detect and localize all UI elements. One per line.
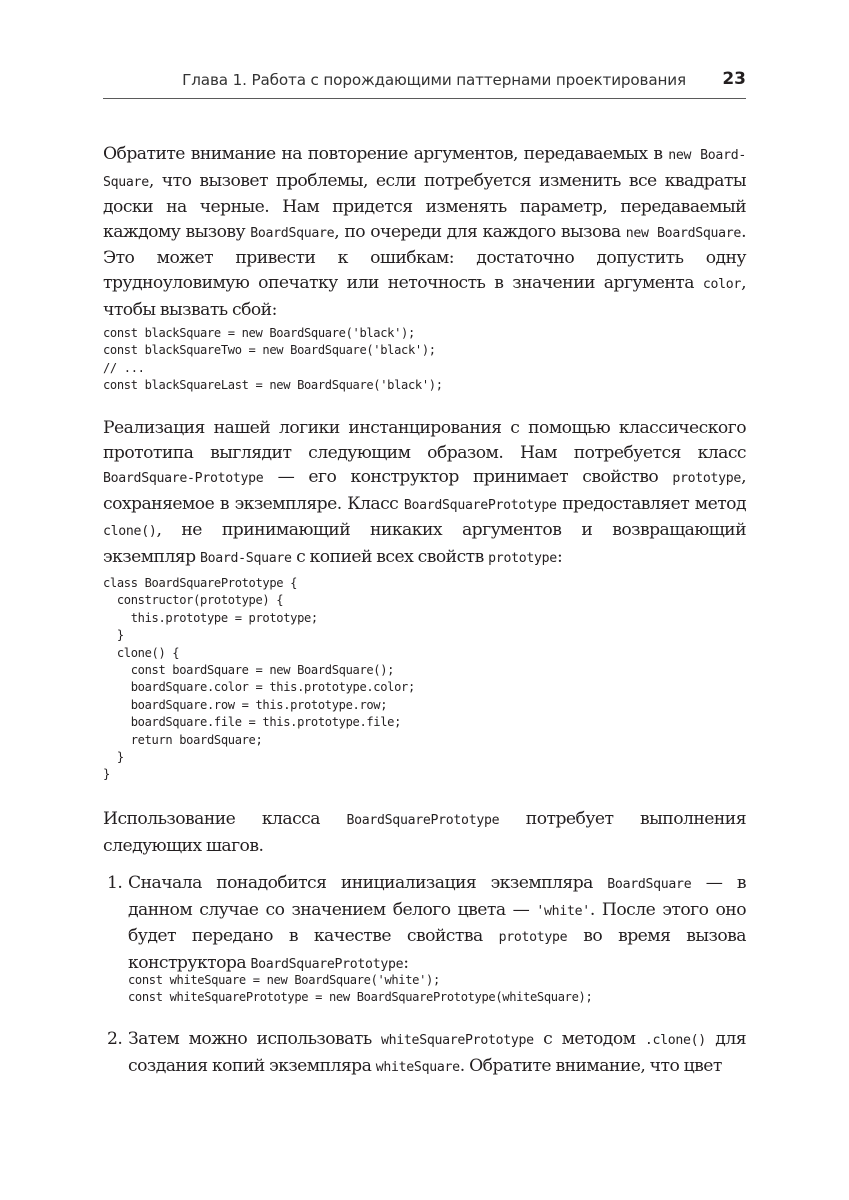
text-run: Сначала понадобится инициализация экземпляра [128,873,608,893]
inline-code: BoardSquarePrototype [403,497,557,513]
code-line: } [103,628,124,643]
code-block-black-squares [103,325,443,395]
step-number: 2. [107,1029,123,1049]
inline-code: BoardSquarePrototype [346,813,500,828]
inline-code: clone() [103,524,157,540]
code-line: const blackSquareLast = new BoardSquare('black'); [103,378,443,393]
code-block-board-square-prototype-class [103,575,415,784]
chapter-title: Глава 1. Работа с порождающими паттернами проектирования [182,71,686,89]
code-line: } [103,767,110,782]
text-run: : [556,546,563,567]
text-run: , что вызовет проблемы, если потребуется изменить все квадраты доски на черные. Нам придется изменять параметр, передаваемый каждому вызову [103,170,746,242]
text-run: Обратите внимание на повторение аргументов, передаваемых в [103,144,669,164]
code-line: class BoardSquarePrototype { [103,576,298,590]
code-line: const whiteSquare = new BoardSquare('white'); [128,973,440,987]
code-line: const blackSquare = new BoardSquare('black'); [103,326,415,340]
text-run: , сохраняемое в экземпляре. Класс [103,467,746,514]
text-run: потребует выполнения следующих шагов. [103,809,746,856]
code-line: boardSquare.color = this.prototype.color; [103,680,415,695]
text-run: Реализация нашей логики инстанцирования с помощью классического прототипа выглядит следующим образом. Нам потребуется класс [103,418,746,463]
text-run: во время вызова конструктора [128,926,746,973]
code-line: const boardSquare = new BoardSquare(); [103,663,395,678]
page-number: 23 [722,69,746,89]
code-line: constructor(prototype) { [103,593,284,608]
inline-code: BoardSquarePrototype [250,956,404,972]
code-line: boardSquare.row = this.prototype.row; [103,697,388,712]
text-run: Использование класса [103,809,347,829]
text-run: с методом [533,1029,645,1049]
text-run: , чтобы вызвать сбой: [103,272,746,320]
running-header [103,68,746,99]
code-line: this.prototype = prototype; [103,610,318,625]
code-block-white-square [128,972,592,1007]
inline-code: new Board- [668,148,746,163]
text-run: , не принимающий никаких аргументов и возвращающий экземпляр [103,520,746,567]
inline-code: color [702,276,742,292]
code-line: // ... [103,360,145,375]
inline-code: prototype [488,550,557,566]
inline-code: BoardSquare [250,225,335,241]
text-run: , по очереди для каждого вызова [334,221,626,242]
inline-code: .clone() [644,1033,706,1048]
inline-code: prototype [498,930,568,946]
text-run: — его конструктор принимает свойство [263,467,673,488]
text-run: Затем можно использовать [128,1029,381,1049]
inline-code: BoardSquare [607,877,692,892]
inline-code: whiteSquarePrototype [381,1033,534,1048]
paragraph-repeated-arguments [103,142,746,322]
inline-code: whiteSquare [375,1059,460,1075]
code-line: boardSquare.file = this.prototype.file; [103,715,402,730]
code-line: return boardSquare; [103,732,263,747]
text-run: с копией всех свойств [291,546,489,567]
step-text [128,871,746,977]
text-run: . После этого оно будет передано в качестве свойства [128,899,747,947]
code-line: const blackSquareTwo = new BoardSquare('black'); [103,343,436,358]
text-run: — в данном случае со значением белого цвета — [128,873,746,920]
text-run: . Это может привести к ошибкам: достаточно допустить одну трудноуловимую опечатку или неточность в значении аргумента [103,221,746,293]
text-run: предоставляет метод [556,493,746,514]
inline-code: prototype [672,471,742,487]
paragraph-prototype-implementation [103,416,746,572]
code-line: const whiteSquarePrototype = new BoardSquarePrototype(whiteSquare); [128,990,593,1005]
inline-code: BoardSquare-Prototype [103,471,264,487]
text-run: . Обратите внимание, что цвет [459,1055,722,1076]
paragraph-usage-steps-intro [103,807,746,858]
inline-code: 'white' [536,903,590,919]
text-run: для создания копий экземпляра [128,1029,746,1076]
inline-code: Board-Square [199,550,292,566]
inline-code: Square [103,174,149,190]
code-line: clone() { [103,645,180,660]
step-text [128,1027,746,1080]
text-run: : [403,952,409,973]
inline-code: new BoardSquare [625,225,742,241]
code-line: } [103,750,124,765]
step-number: 1. [107,873,123,893]
